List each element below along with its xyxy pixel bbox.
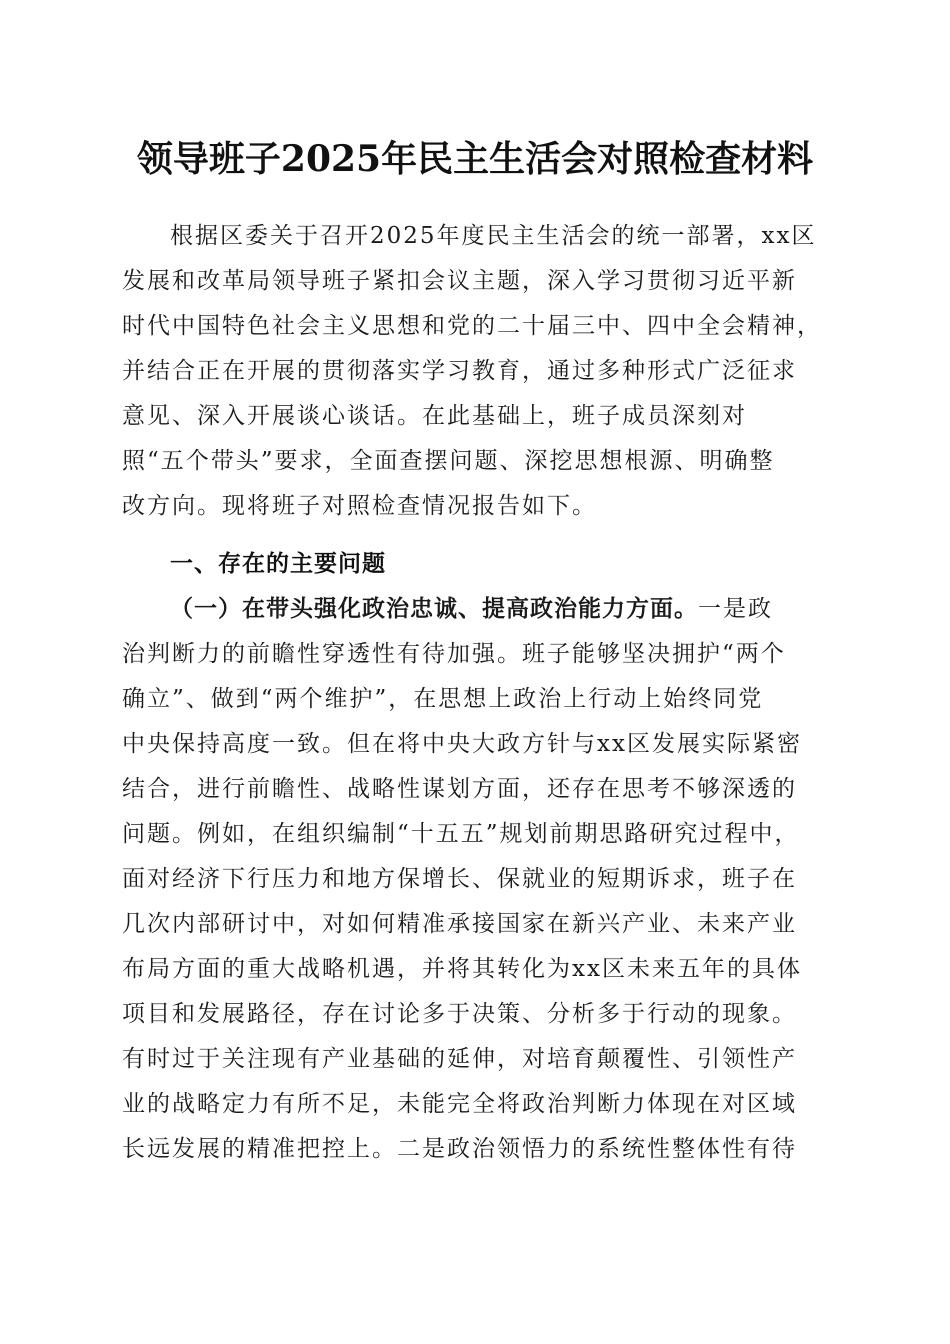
subsection-line: 项目和发展路径，存在讨论多于决策、分析多于行动的现象。 [122, 1001, 797, 1027]
subsection-line: 布局方面的重大战略机遇，并将其转化为xx区未来五年的具体 [122, 956, 802, 982]
subsection-line: 治判断力的前瞻性穿透性有待加强。班子能够坚决拥护“两个 [122, 641, 786, 667]
subsection-first-line-rest: 一是政 [698, 596, 773, 622]
subsection-line: 结合，进行前瞻性、战略性谋划方面，还存在思考不够深透的 [122, 776, 797, 802]
intro-line: 并结合正在开展的贯彻落实学习教育，通过多种形式广泛征求 [122, 358, 797, 384]
intro-paragraph [122, 214, 832, 529]
section-heading: 一、存在的主要问题 [170, 551, 386, 577]
subsection-line: 长远发展的精准把控上。二是政治领悟力的系统性整体性有待 [122, 1136, 797, 1162]
intro-line: 照“五个带头”要求，全面查摆问题、深挖思想根源、明确整 [122, 448, 775, 474]
subsection-first-line [122, 587, 832, 632]
intro-line: 时代中国特色社会主义思想和党的二十届三中、四中全会精神， [122, 313, 822, 339]
intro-line: 意见、深入开展谈心谈话。在此基础上，班子成员深刻对 [122, 403, 747, 429]
subsection-line: 确立”、做到“两个维护”，在思想上政治上行动上始终同党 [122, 686, 764, 712]
intro-line: 发展和改革局领导班子紧扣会议主题，深入学习贯彻习近平新 [122, 268, 797, 294]
subsection-line: 中央保持高度一致。但在将中央大政方针与xx区发展实际紧密 [122, 731, 802, 757]
intro-line: 改方向。现将班子对照检查情况报告如下。 [122, 493, 597, 519]
subsection-line: 有时过于关注现有产业基础的延伸，对培育颠覆性、引领性产 [122, 1046, 797, 1072]
subsection-lead: （一）在带头强化政治忠诚、提高政治能力方面。 [170, 596, 698, 622]
subsection-line: 几次内部研讨中，对如何精准承接国家在新兴产业、未来产业 [122, 911, 797, 937]
subsection-line: 面对经济下行压力和地方保增长、保就业的短期诉求，班子在 [122, 866, 797, 892]
subsection-line: 业的战略定力有所不足，未能完全将政治判断力体现在对区域 [122, 1091, 797, 1117]
subsection-paragraph [122, 587, 832, 1172]
document-title: 领导班子2025年民主生活会对照检查材料 [136, 138, 814, 180]
subsection-line: 问题。例如，在组织编制“十五五”规划前期思路研究过程中， [122, 821, 800, 847]
intro-line: 根据区委关于召开2025年度民主生活会的统一部署，xx区 [170, 223, 817, 249]
